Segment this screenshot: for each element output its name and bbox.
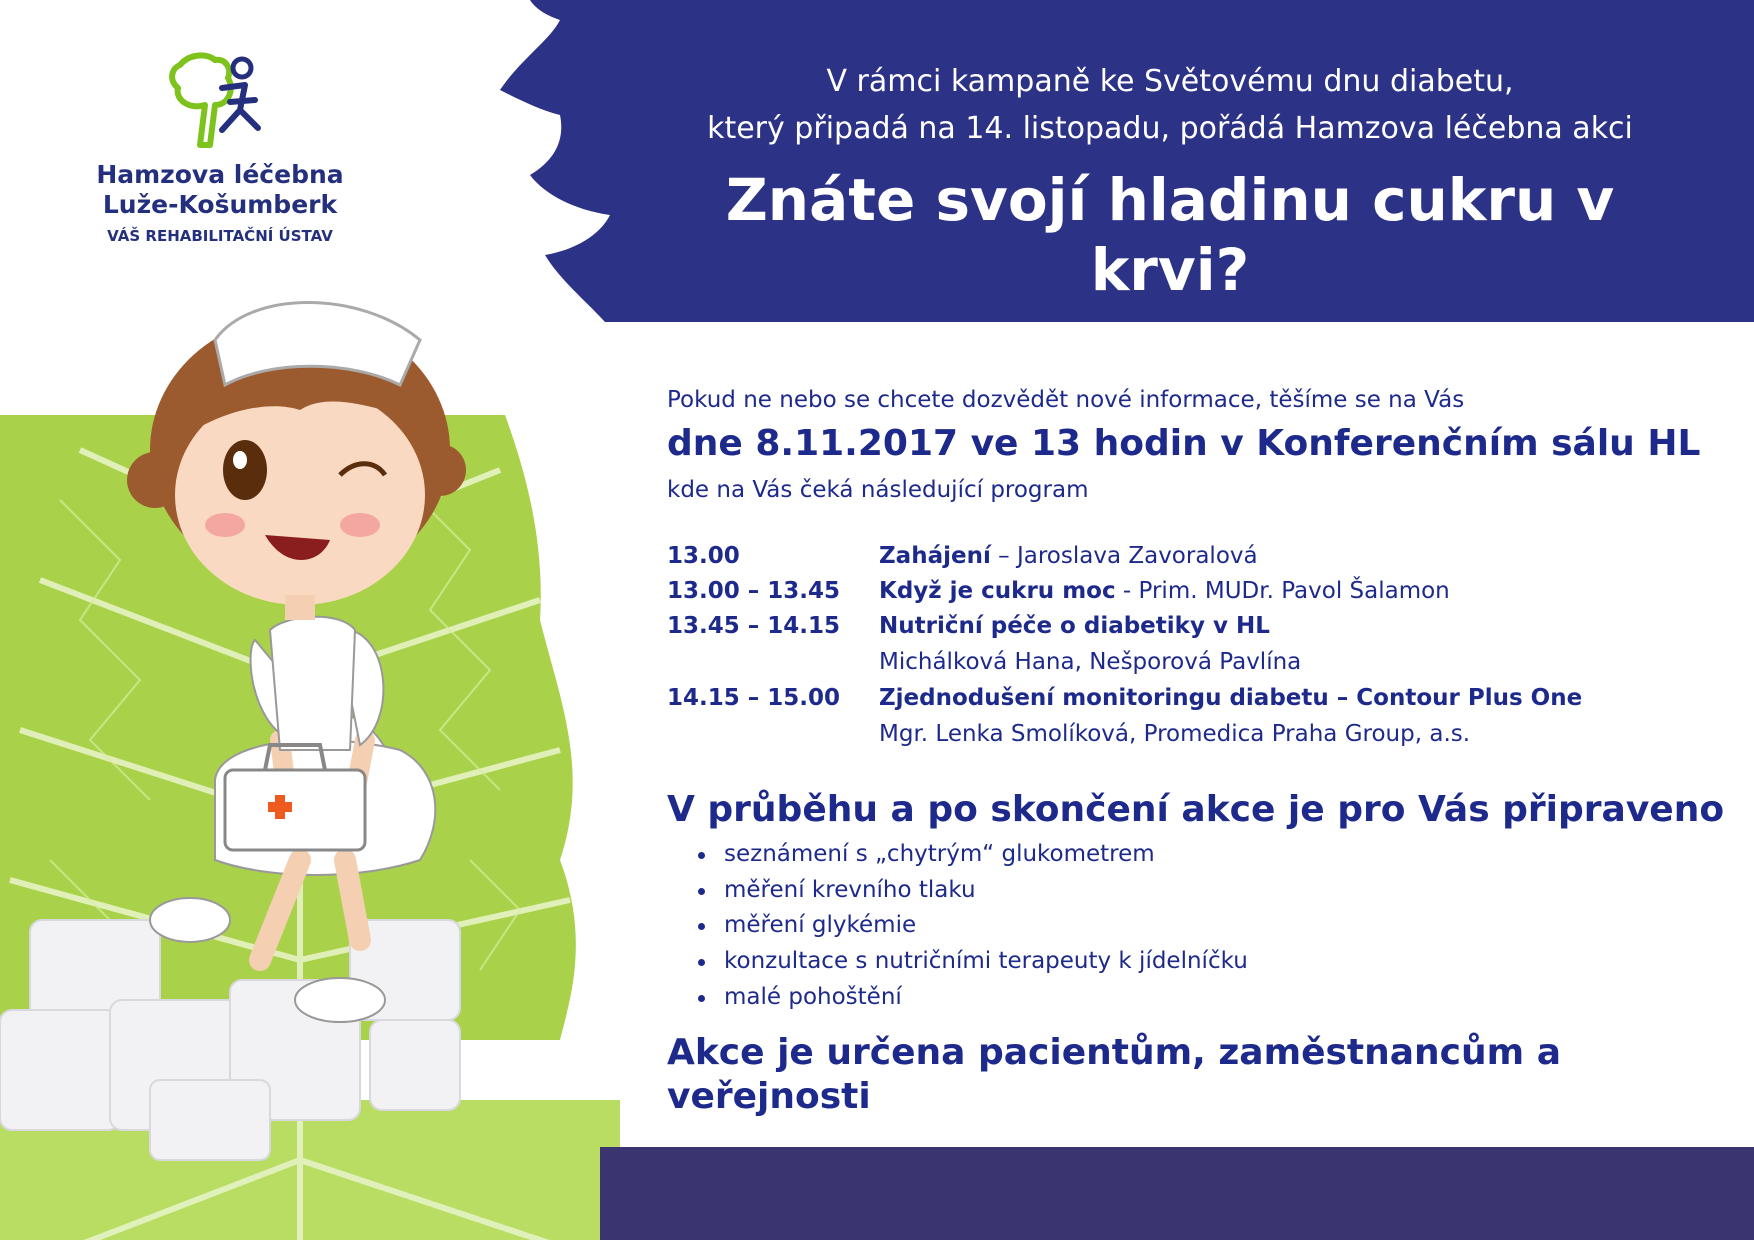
program-title: Nutriční péče o diabetiky v HL bbox=[879, 613, 1270, 639]
page-title: Znáte svojí hladinu cukru v krvi? bbox=[725, 166, 1615, 304]
logo-tagline: VÁŠ REHABILITAČNÍ ÚSTAV bbox=[107, 227, 333, 245]
event-date-line: dne 8.11.2017 ve 13 hodin v Konferenčním sálu HL bbox=[667, 423, 1701, 464]
bullet-icon bbox=[698, 852, 705, 859]
audience-line: Akce je určena pacientům, zaměstnancům a veřejnosti bbox=[667, 1032, 1561, 1117]
header-line-2: který připadá na 14. listopadu, pořádá Hamzova léčebna akci bbox=[707, 111, 1633, 146]
bullet-icon bbox=[698, 995, 705, 1002]
bullet-icon bbox=[698, 959, 705, 966]
logo-name-line-1: Hamzova léčebna bbox=[96, 160, 344, 189]
program-title: Když je cukru moc bbox=[879, 578, 1116, 604]
nurse-with-first-aid-kit-illustration bbox=[0, 300, 620, 1240]
bullet-icon bbox=[698, 923, 705, 930]
program-time: 13.45 – 14.15 bbox=[667, 613, 841, 639]
logo-name-line-2: Luže-Košumberk bbox=[102, 190, 338, 219]
prepared-heading: V průběhu a po skončení akce je pro Vás připraveno bbox=[667, 789, 1725, 830]
program-speaker: - Prim. MUDr. Pavol Šalamon bbox=[1115, 578, 1450, 604]
tree-person-logo-icon bbox=[160, 50, 270, 150]
program-speaker: Mgr. Lenka Smolíková, Promedica Praha Group, a.s. bbox=[879, 721, 1471, 747]
program-title: Zahájení bbox=[879, 543, 991, 569]
program-time: 13.00 bbox=[667, 543, 740, 569]
program-time: 14.15 – 15.00 bbox=[667, 685, 841, 711]
program-title: Zjednodušení monitoringu diabetu – Contour Plus One bbox=[879, 685, 1583, 711]
program-speaker: – Jaroslava Zavoralová bbox=[990, 543, 1258, 569]
program-time: 13.00 – 13.45 bbox=[667, 578, 841, 604]
header-line-1: V rámci kampaně ke Světovému dnu diabetu, bbox=[826, 64, 1514, 99]
program-speaker: Michálková Hana, Nešporová Pavlína bbox=[879, 649, 1302, 675]
intro-line: Pokud ne nebo se chcete dozvědět nové informace, těšíme se na Vás bbox=[667, 387, 1465, 413]
bullet-icon bbox=[698, 888, 705, 895]
footer-bar bbox=[600, 1147, 1754, 1240]
program-intro-line: kde na Vás čeká následující program bbox=[667, 477, 1089, 503]
